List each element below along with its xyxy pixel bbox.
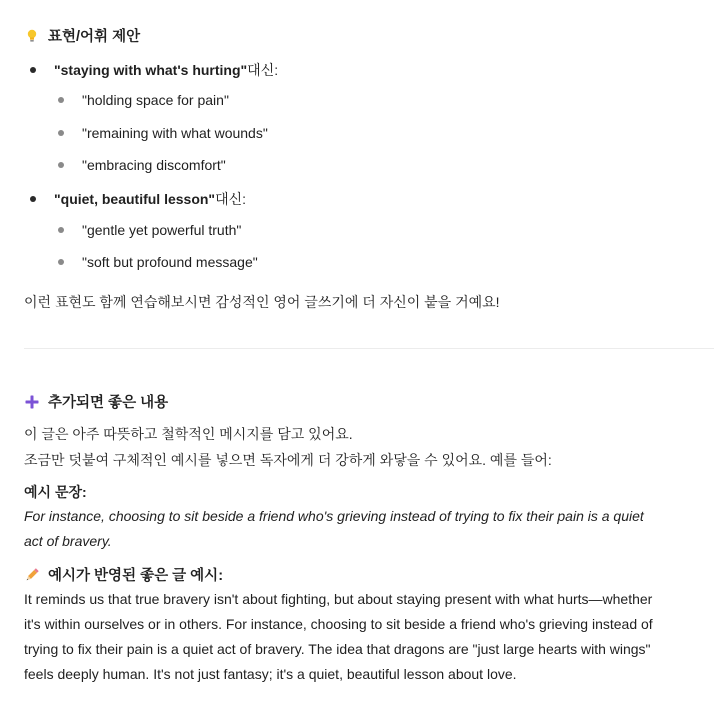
bullet-icon [58,162,64,168]
body-text: it's within ourselves or in others. For instance, choosing to sit beside a friend who's grieving instead of [24,616,653,632]
bullet-icon [30,67,36,73]
bullet-icon [58,97,64,103]
closing-text: 이런 표현도 함께 연습해보시면 감성적인 영어 글쓰기에 더 자신이 붙을 거예요! [24,294,500,310]
sub-list-item: "remaining with what wounds" [58,125,268,141]
bullet-icon [58,130,64,136]
body-text: 조금만 덧붙여 구체적인 예시를 넣으면 독자에게 더 강하게 와닿을 수 있어요. 예를 들어: [24,452,552,468]
body-text: 이 글은 아주 따뜻하고 철학적인 메시지를 담고 있어요. [24,426,353,442]
section-divider [24,348,714,349]
list-item: "staying with what's hurting" 대신: [30,60,278,80]
section-heading-example-text: 예시가 반영된 좋은 글 예시: [24,564,223,585]
section-heading-expressions: 표현/어휘 제안 [24,25,140,46]
section-heading-additions: 추가되면 좋은 내용 [24,391,168,412]
body-text: feels deeply human. It's not just fantasy; it's a quiet, beautiful lesson about love. [24,666,517,682]
sub-list-item: "embracing discomfort" [58,157,226,173]
example-sentence: act of bravery. [24,533,112,549]
sub-list-item: "holding space for pain" [58,92,229,108]
bullet-icon [30,196,36,202]
body-text: trying to fix their pain is a quiet act of bravery. The idea that dragons are "just large hearts with wings" [24,641,651,657]
pencil-icon [24,567,40,583]
bullet-icon [58,227,64,233]
lightbulb-icon [24,28,40,44]
sub-list-item: "soft but profound message" [58,254,258,270]
example-label: 예시 문장: [24,484,87,500]
body-text: It reminds us that true bravery isn't about fighting, but about staying present with what hurts—whether [24,591,653,607]
sub-list-item: "gentle yet powerful truth" [58,222,241,238]
plus-icon [24,394,40,410]
list-item: "quiet, beautiful lesson" 대신: [30,189,246,209]
bullet-icon [58,259,64,265]
example-sentence: For instance, choosing to sit beside a friend who's grieving instead of trying to fix their pain is a quiet [24,508,644,524]
